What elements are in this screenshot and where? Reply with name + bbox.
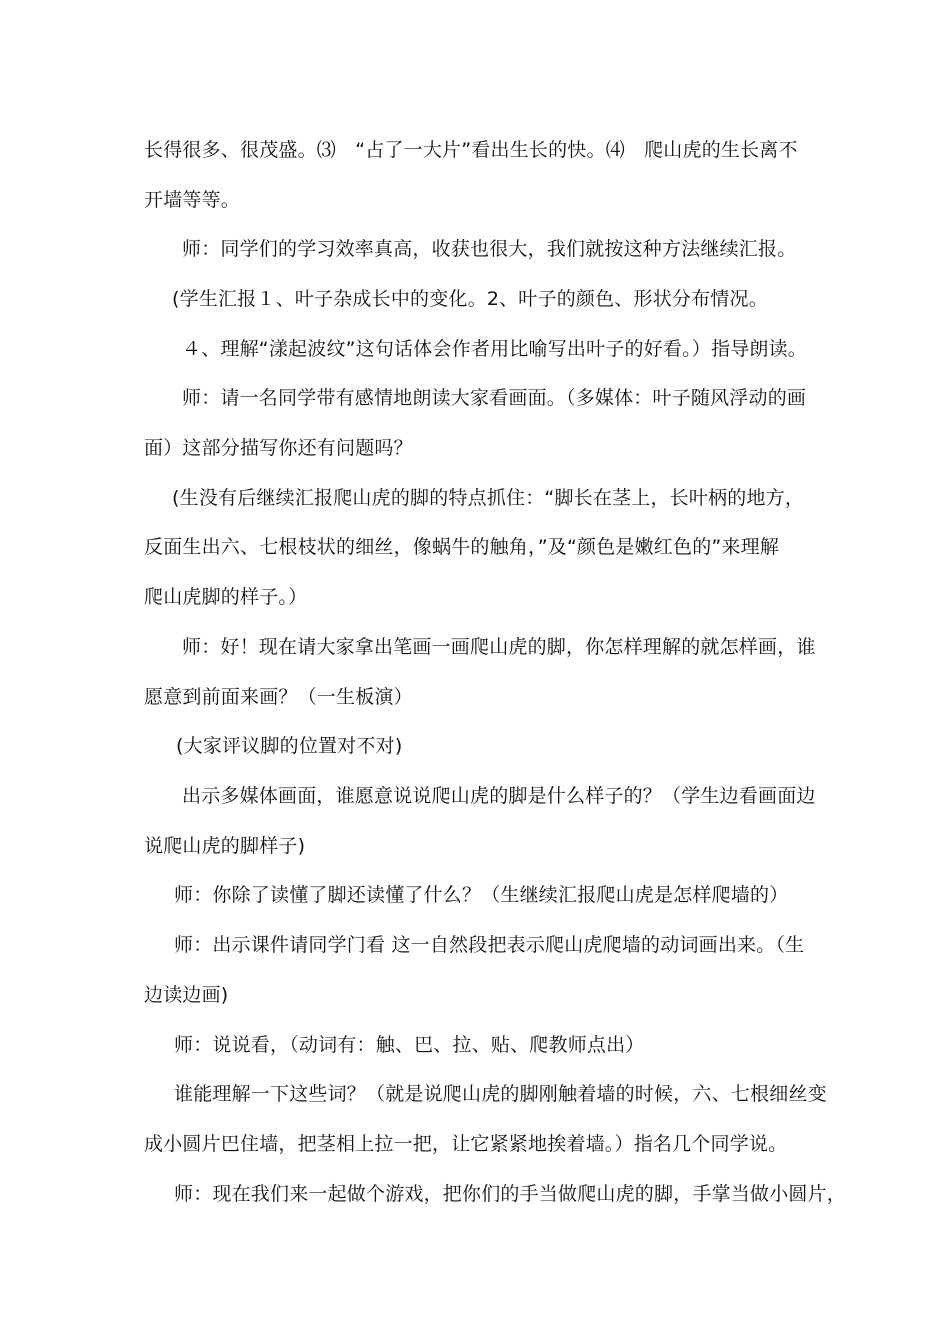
text-line: 师：出示课件请同学门看 这一自然段把表示爬山虎爬墙的动词画出来。（生 bbox=[174, 934, 805, 956]
text-line: (大家评议脚的位置对不对) bbox=[176, 735, 403, 757]
text-line: 边读边画) bbox=[144, 984, 229, 1006]
text-line: 愿意到前面来画？（一生板演） bbox=[144, 686, 413, 708]
text-line: 师：好！现在请大家拿出笔画一画爬山虎的脚，你怎样理解的就怎样画，谁 bbox=[182, 636, 816, 658]
text-line: ４、理解“漾起波纹”这句话体会作者用比喻写出叶子的好看。）指导朗读。 bbox=[182, 338, 807, 360]
text-line: 师：同学们的学习效率真高，收获也很大，我们就按这种方法继续汇报。 bbox=[182, 238, 797, 260]
text-line: 谁能理解一下这些词？（就是说爬山虎的脚刚触着墙的时候，六、七根细丝变 bbox=[174, 1083, 827, 1105]
text-line: 师：你除了读懂了脚还读懂了什么？（生继续汇报爬山虎是怎样爬墙的） bbox=[174, 884, 789, 906]
text-line: 成小圆片巴住墙，把茎相上拉一把，让它紧紧地挨着墙。）指名几个同学说。 bbox=[144, 1133, 788, 1155]
text-line: 面）这部分描写你还有问题吗？ bbox=[144, 437, 413, 459]
text-line: 反面生出六、七根枝状的细丝，像蜗牛的触角，”及“颜色是嫩红色的”来理解 bbox=[144, 536, 780, 558]
text-line: 师：现在我们来一起做个游戏，把你们的手当做爬山虎的脚，手掌当做小圆片， bbox=[174, 1183, 847, 1205]
text-line: 说爬山虎的脚样子) bbox=[144, 835, 306, 857]
text-line: (生没有后继续汇报爬山虎的脚的特点抓住：“脚长在茎上，长叶柄的地方， bbox=[172, 487, 805, 509]
text-line: 师：说说看，（动词有：触、巴、拉、贴、爬教师点出） bbox=[174, 1034, 645, 1056]
text-line: 开墙等等。 bbox=[144, 189, 241, 211]
text-line: 爬山虎脚的样子。） bbox=[144, 586, 308, 608]
text-line: 师：请一名同学带有感情地朗读大家看画面。（多媒体：叶子随风浮动的画 bbox=[182, 387, 807, 409]
text-line: 出示多媒体画面，谁愿意说说爬山虎的脚是什么样子的？（学生边看画面边 bbox=[182, 785, 816, 807]
text-line: (学生汇报１、叶子杂成长中的变化。2、叶子的颜色、形状分布情况。 bbox=[172, 288, 768, 310]
text-line: 长得很多、很茂盛。⑶ “占了一大片”看出生长的快。⑷ 爬山虎的生长离不 bbox=[144, 139, 798, 161]
